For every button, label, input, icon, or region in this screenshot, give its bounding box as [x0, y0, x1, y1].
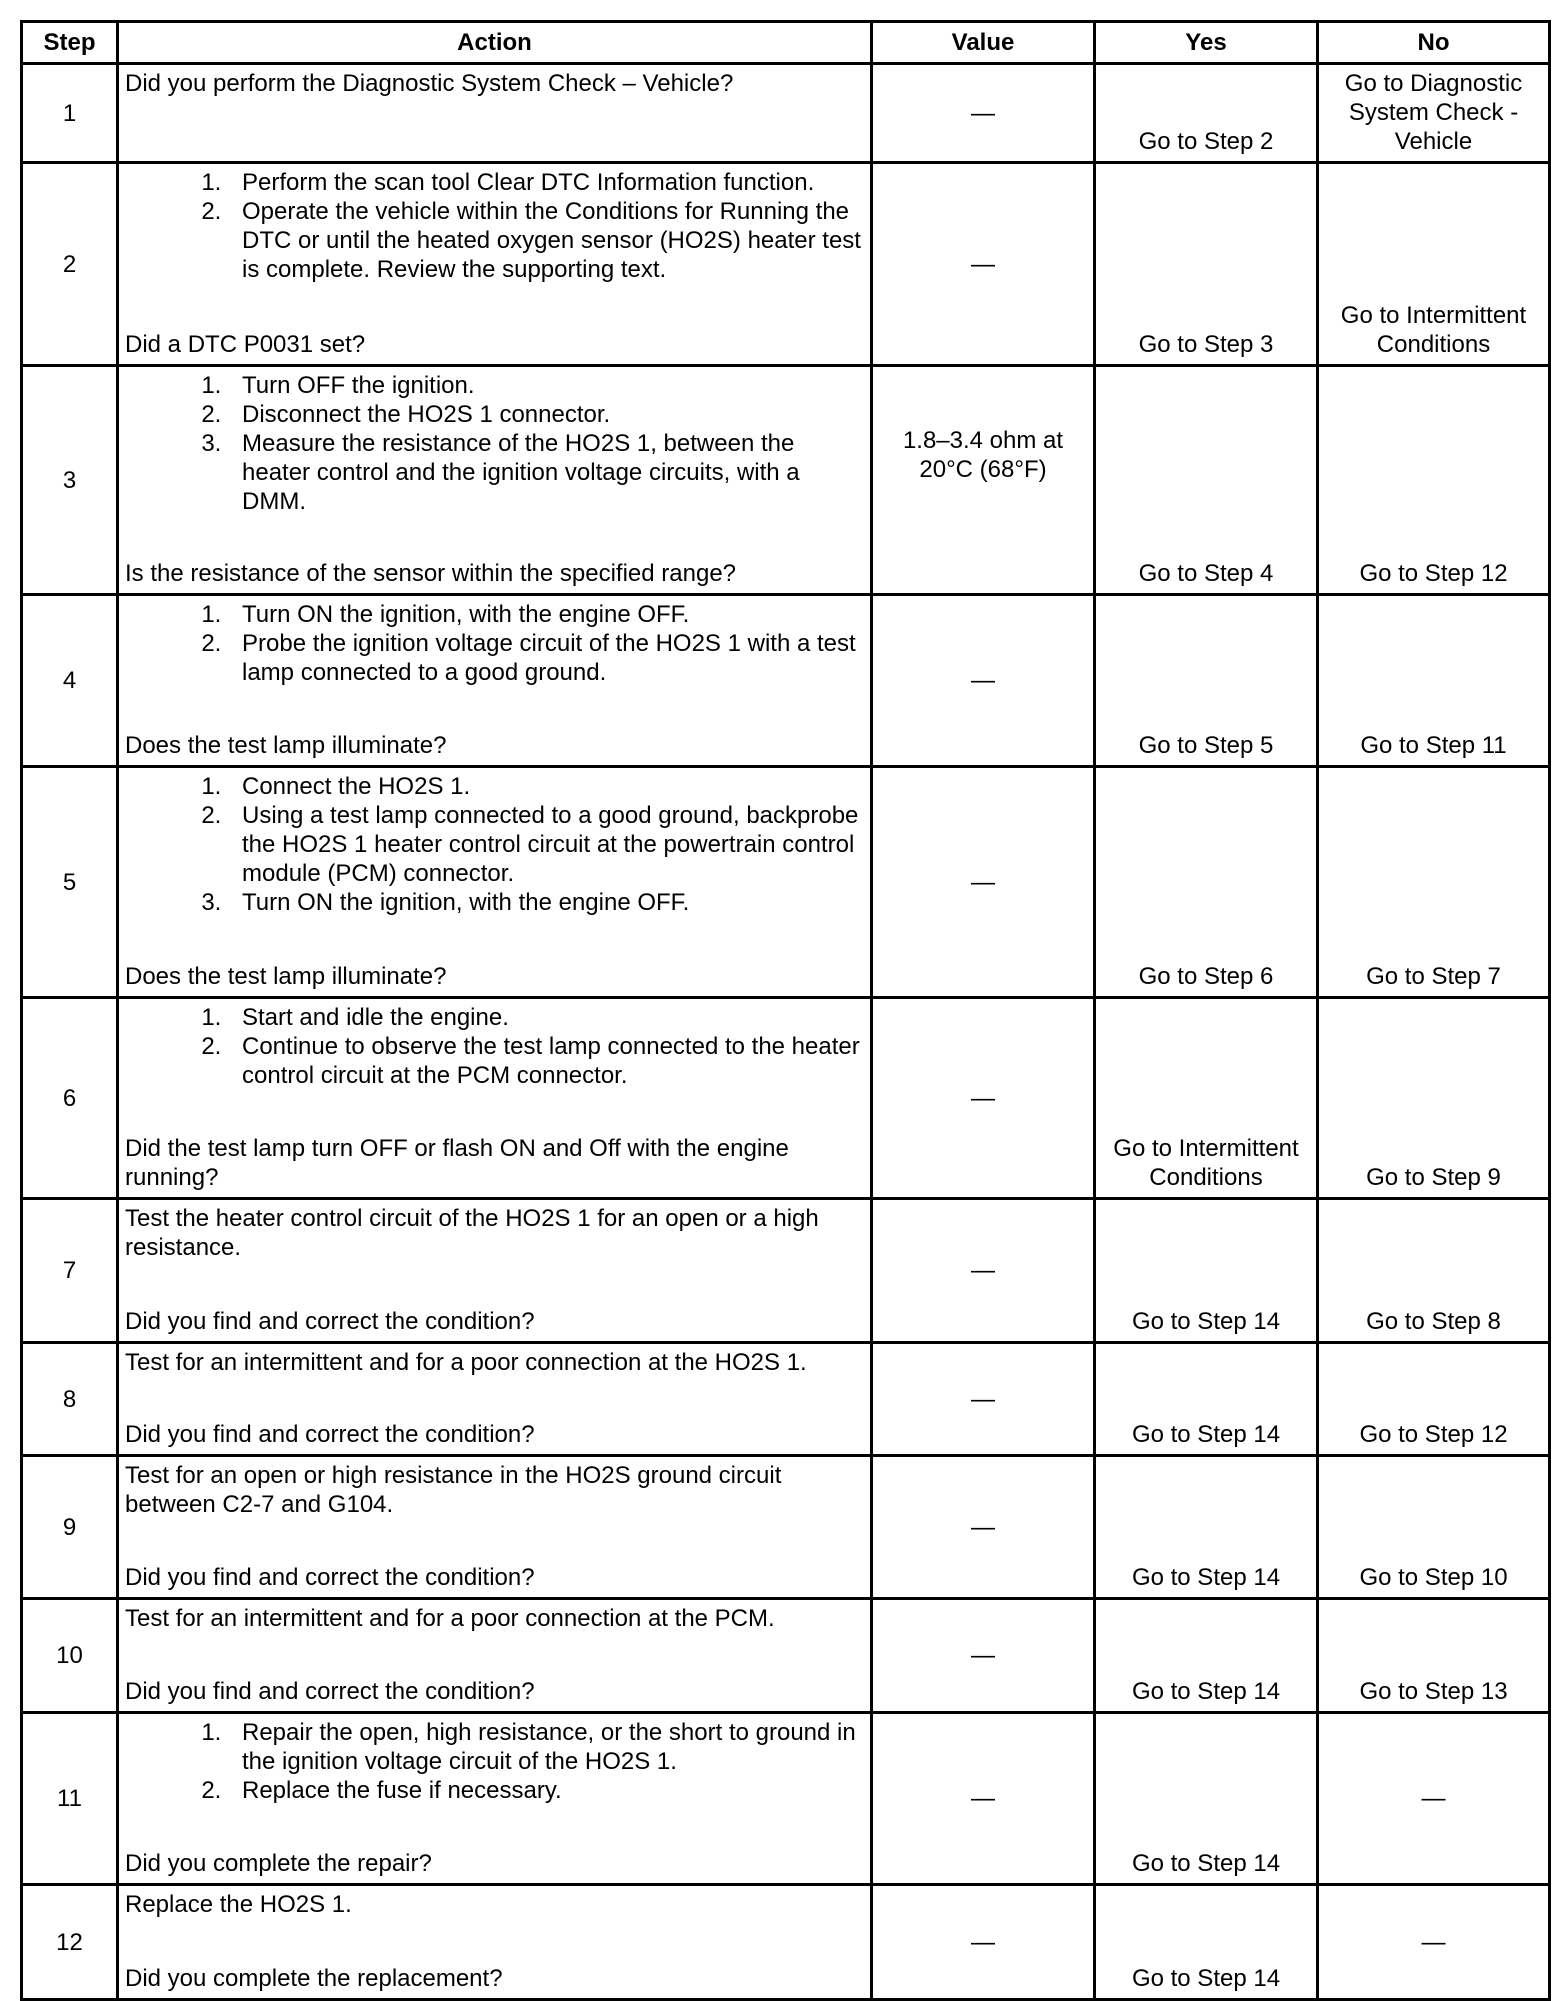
action-cell — [118, 1343, 872, 1456]
step-number: 1 — [22, 64, 118, 163]
instruction-list — [125, 1003, 864, 1090]
no-link[interactable]: Go to Step 9 — [1366, 1164, 1501, 1191]
action-text: Replace the HO2S 1. — [125, 1891, 352, 1918]
header-step: Step — [22, 22, 118, 64]
value-cell: — — [872, 1599, 1095, 1713]
value-cell: — — [872, 767, 1095, 998]
instruction-item: 1. Perform the scan tool Clear DTC Information function. — [228, 168, 864, 197]
yes-cell — [1095, 1199, 1318, 1343]
value-cell: — — [872, 1885, 1095, 2000]
action-cell — [118, 1199, 872, 1343]
yes-link[interactable]: Go to Intermittent Conditions — [1113, 1135, 1299, 1191]
question-text: Did you complete the replacement? — [125, 1965, 503, 1992]
value-cell: — — [872, 1343, 1095, 1456]
step-number: 3 — [22, 366, 118, 595]
table-row — [22, 767, 1550, 998]
yes-cell — [1095, 1885, 1318, 2000]
question-text: Did you find and correct the condition? — [125, 1421, 535, 1448]
no-cell — [1318, 1599, 1550, 1713]
step-number: 2 — [22, 163, 118, 366]
value-cell: — — [872, 1713, 1095, 1885]
table-row — [22, 1199, 1550, 1343]
yes-link[interactable]: Go to Step 14 — [1131, 1850, 1281, 1877]
no-link[interactable]: Go to Diagnostic System Check - Vehicle — [1344, 70, 1523, 155]
instruction-item: 1. Turn OFF the ignition. — [228, 371, 864, 400]
action-text: Test for an intermittent and for a poor connection at the HO2S 1. — [125, 1349, 807, 1376]
header-action: Action — [118, 22, 872, 64]
table-row — [22, 163, 1550, 366]
instruction-item: 2. Operate the vehicle within the Conditions for Running the DTC or until the heated oxygen sensor (HO2S) heater test is complete. Review the supporting text. — [228, 197, 864, 284]
action-cell — [118, 595, 872, 767]
yes-link[interactable]: Go to Step 14 — [1131, 1678, 1281, 1705]
table-row — [22, 1343, 1550, 1456]
question-text: Did you find and correct the condition? — [125, 1678, 535, 1705]
yes-link[interactable]: Go to Step 14 — [1131, 1965, 1281, 1992]
no-cell: — — [1318, 1713, 1550, 1885]
step-number: 6 — [22, 998, 118, 1199]
instruction-list — [125, 772, 864, 917]
yes-link[interactable]: Go to Step 5 — [1138, 732, 1274, 759]
action-cell — [118, 1599, 872, 1713]
yes-cell — [1095, 1713, 1318, 1885]
question-text: Does the test lamp illuminate? — [125, 963, 447, 990]
no-link[interactable]: Go to Step 8 — [1366, 1308, 1501, 1335]
value-cell: — — [872, 1199, 1095, 1343]
instruction-item: 1. Repair the open, high resistance, or the short to ground in the ignition voltage circuit of the HO2S 1. — [228, 1718, 864, 1776]
action-cell — [118, 1885, 872, 2000]
action-cell — [118, 64, 872, 163]
action-cell — [118, 1713, 872, 1885]
action-cell — [118, 998, 872, 1199]
yes-cell — [1095, 767, 1318, 998]
instruction-item: 3. Turn ON the ignition, with the engine OFF. — [228, 888, 864, 917]
yes-cell — [1095, 1343, 1318, 1456]
step-number: 8 — [22, 1343, 118, 1456]
instruction-item: 1. Connect the HO2S 1. — [228, 772, 864, 801]
yes-cell — [1095, 1599, 1318, 1713]
instruction-list — [125, 1718, 864, 1805]
step-number: 5 — [22, 767, 118, 998]
instruction-item: 2. Probe the ignition voltage circuit of the HO2S 1 with a test lamp connected to a good ground. — [228, 629, 864, 687]
action-text: Test for an open or high resistance in the HO2S ground circuit between C2-7 and G104. — [125, 1462, 782, 1518]
table-row — [22, 64, 1550, 163]
no-cell — [1318, 163, 1550, 366]
question-text: Does the test lamp illuminate? — [125, 732, 447, 759]
instruction-list — [125, 600, 864, 687]
yes-link[interactable]: Go to Step 14 — [1131, 1308, 1281, 1335]
yes-link[interactable]: Go to Step 14 — [1131, 1421, 1281, 1448]
no-link[interactable]: Go to Intermittent Conditions — [1340, 302, 1527, 358]
action-text: Test the heater control circuit of the HO2S 1 for an open or a high resistance. — [125, 1205, 819, 1261]
instruction-item: 1. Start and idle the engine. — [228, 1003, 864, 1032]
action-cell — [118, 163, 872, 366]
step-number: 11 — [22, 1713, 118, 1885]
instruction-item: 1. Turn ON the ignition, with the engine OFF. — [228, 600, 864, 629]
no-link[interactable]: Go to Step 11 — [1360, 732, 1507, 759]
table-row — [22, 366, 1550, 595]
question-text: Did a DTC P0031 set? — [125, 331, 366, 358]
step-number: 12 — [22, 1885, 118, 2000]
table-row — [22, 1885, 1550, 2000]
yes-link[interactable]: Go to Step 14 — [1131, 1564, 1281, 1591]
header-row — [22, 22, 1550, 64]
action-text: Did you perform the Diagnostic System Check – Vehicle? — [125, 70, 734, 97]
value-cell: — — [872, 64, 1095, 163]
value-cell: — — [872, 998, 1095, 1199]
yes-cell — [1095, 998, 1318, 1199]
instruction-item: 2. Using a test lamp connected to a good ground, backprobe the HO2S 1 heater control circuit at the powertrain control module (PCM) connector. — [228, 801, 864, 888]
yes-cell — [1095, 366, 1318, 595]
no-link[interactable]: Go to Step 10 — [1359, 1564, 1508, 1591]
action-cell — [118, 1456, 872, 1599]
no-cell — [1318, 1199, 1550, 1343]
question-text: Did you find and correct the condition? — [125, 1308, 535, 1335]
instruction-item: 2. Disconnect the HO2S 1 connector. — [228, 400, 864, 429]
no-link[interactable]: Go to Step 13 — [1359, 1678, 1508, 1705]
no-link[interactable]: Go to Step 7 — [1366, 963, 1501, 990]
diagnostic-table — [20, 20, 1551, 2001]
no-cell — [1318, 1343, 1550, 1456]
instruction-list — [125, 168, 864, 284]
value-cell: — — [872, 595, 1095, 767]
no-cell: — — [1318, 1885, 1550, 2000]
question-text: Did you complete the repair? — [125, 1850, 432, 1877]
instruction-item: 3. Measure the resistance of the HO2S 1, between the heater control and the ignition voltage circuits, with a DMM. — [228, 429, 864, 516]
yes-link[interactable]: Go to Step 3 — [1138, 331, 1274, 358]
header-value: Value — [872, 22, 1095, 64]
header-no: No — [1318, 22, 1550, 64]
question-text: Did the test lamp turn OFF or flash ON and Off with the engine running? — [125, 1135, 789, 1191]
value-text: 1.8–3.4 ohm at 20°C (68°F) — [902, 427, 1064, 483]
table-row — [22, 595, 1550, 767]
action-cell — [118, 366, 872, 595]
step-number: 9 — [22, 1456, 118, 1599]
no-cell — [1318, 595, 1550, 767]
instruction-list — [125, 371, 864, 516]
question-text: Did you find and correct the condition? — [125, 1564, 535, 1591]
step-number: 10 — [22, 1599, 118, 1713]
table-row — [22, 1599, 1550, 1713]
no-cell — [1318, 767, 1550, 998]
yes-cell — [1095, 595, 1318, 767]
step-number: 7 — [22, 1199, 118, 1343]
no-cell — [1318, 366, 1550, 595]
table-row — [22, 1456, 1550, 1599]
yes-link[interactable]: Go to Step 6 — [1138, 963, 1274, 990]
action-text: Test for an intermittent and for a poor connection at the PCM. — [125, 1605, 775, 1632]
value-cell: — — [872, 1456, 1095, 1599]
yes-cell — [1095, 1456, 1318, 1599]
no-cell — [1318, 64, 1550, 163]
no-cell — [1318, 1456, 1550, 1599]
yes-link[interactable]: Go to Step 4 — [1138, 560, 1274, 587]
no-link[interactable]: Go to Step 12 — [1359, 560, 1508, 587]
yes-cell — [1095, 163, 1318, 366]
question-text: Is the resistance of the sensor within the specified range? — [125, 560, 737, 587]
table-row — [22, 1713, 1550, 1885]
header-yes: Yes — [1095, 22, 1318, 64]
action-cell — [118, 767, 872, 998]
table-row — [22, 998, 1550, 1199]
instruction-item: 2. Continue to observe the test lamp connected to the heater control circuit at the PCM connector. — [228, 1032, 864, 1090]
value-cell — [872, 366, 1095, 595]
yes-cell — [1095, 64, 1318, 163]
step-number: 4 — [22, 595, 118, 767]
value-cell: — — [872, 163, 1095, 366]
no-link[interactable]: Go to Step 12 — [1359, 1421, 1508, 1448]
instruction-item: 2. Replace the fuse if necessary. — [228, 1776, 864, 1805]
yes-link[interactable]: Go to Step 2 — [1138, 128, 1274, 155]
no-cell — [1318, 998, 1550, 1199]
